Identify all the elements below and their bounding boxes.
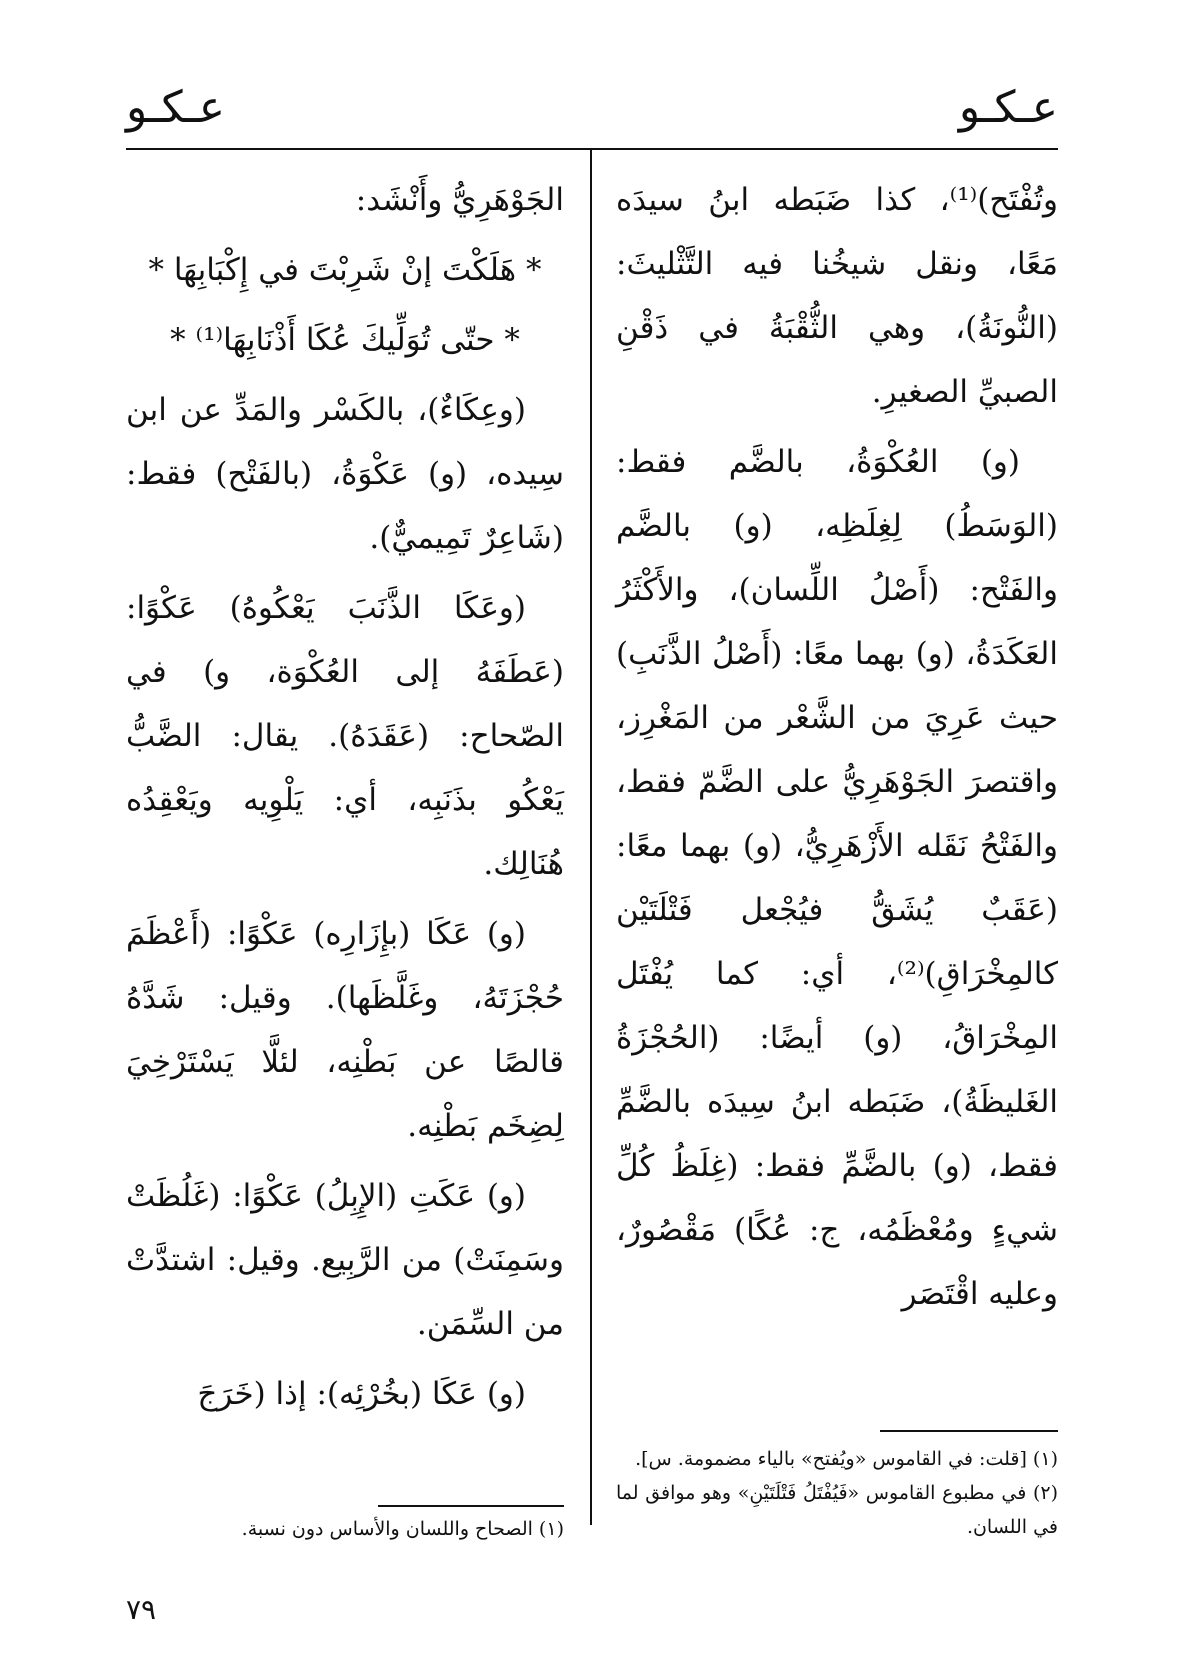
left-paragraph: (و) عَكَا (بإِزَارِه) عَكْوًا: (أَعْظَمَ حُجْزَتَهُ، وغَلَّظَها). وقيل: شَدَّهُ قالصًا عن بَطْنِه، لئلَّا يَسْتَرْخِيَ لِضِخَم بَطْنِه. [126,916,564,1144]
header-rule [126,148,1058,150]
right-column [616,168,1058,1326]
footnotes-right [616,1442,1058,1544]
running-header [126,78,1058,138]
footnotes-left [126,1512,564,1546]
left-column [126,168,564,1426]
right-paragraph: (و) العُكْوَةُ، بالضَّم فقط: (الوَسَطُ) لِغِلَظِه، (و) بالضَّم والفَتْح: (أَصْلُ اللِّسان)، والأَكْثَرُ العَكَدَةُ، (و) بهما معًا: (أَصْلُ الذَّنَبِ) حيث عَرِيَ من الشَّعْر من المَغْرِز، واقتصرَ الجَوْهَرِيُّ على الضَّمّ فقط، والفَتْحُ نَقَله الأَزْهَرِيُّ، (و) بهما معًا: (عَقَبٌ يُشَقُّ فيُجْعل فَتْلَتَيْن كالمِخْرَاقِ)⁽²⁾، أي: كما يُفْتَل المِخْرَاقُ، (و) أيضًا: (الحُجْزَةُ الغَليظَةُ)، ضَبَطه ابنُ سِيدَه بالضَّمِّ فقط، (و) بالضَّمِّ فقط: (غِلَظُ كُلِّ شيءٍ ومُعْظَمُه، ج: عُكًا) مَقْصُورٌ، وعليه اقْتَصَر [616,444,1058,1312]
verse-intro: الجَوْهَرِيُّ وأَنْشَد: [355,182,564,218]
column-divider [590,150,592,1525]
footnote: (١) [قلت: في القاموس «ويُفتح» بالياء مضمومة. س]. [635,1448,1058,1470]
verse-line: * هَلَكْتَ إنْ شَرِبْتَ في إِكْبَابِهَا * [148,252,542,288]
left-paragraph: (و) عَكَتِ (الإِبِلُ) عَكْوًا: (غَلُظَتْ وسَمِنَتْ) من الرَّبِيع. وقيل: اشتدَّتْ من السِّمَن. [126,1178,564,1342]
footnote-rule-right [880,1430,1058,1432]
page-number: ٧٩ [126,1593,157,1626]
right-paragraph: وتُفْتَح)⁽¹⁾، كذا ضَبَطه ابنُ سيدَه مَعًا، ونقل شيخُنا فيه التَّثْليثَ: (النُّونَةُ)، وهي الثُّقْبَةُ في ذَقْنِ الصبيِّ الصغيرِ. [616,182,1058,410]
left-paragraph: (و) عَكَا (بخُرْئِه): إذا (خَرَجَ [197,1376,526,1412]
footnote: (٢) في مطبوع القاموس «فَيُفْتَلُ فَتْلَتَيْنِ» وهو موافق لما في اللسان. [616,1482,1058,1538]
running-headword-right: عـكـو [958,82,1058,133]
verse-line: * حتّى تُوَلِّيكَ عُكَا أَذْنَابِهَا⁽¹⁾ * [170,322,520,358]
left-paragraph: (وعِكَاءٌ)، بالكَسْر والمَدِّ عن ابن سِيده، (و) عَكْوَةُ، (بالفَتْح) فقط: (شَاعِرٌ تَمِيميٌّ). [126,392,564,556]
left-paragraph: (وعَكَا الذَّنَبَ يَعْكُوهُ) عَكْوًا: (عَطَفَهُ إلى العُكْوَة، و) في الصّحاح: (عَقَدَهُ). يقال: الضَّبُّ يَعْكُو بذَنَبِه، أي: يَلْوِيه ويَعْقِدُه هُنَالِك. [126,590,564,882]
running-headword-left: عـكـو [126,82,226,133]
footnote-rule-left [378,1505,564,1507]
footnote: (١) الصحاح واللسان والأساس دون نسبة. [241,1518,564,1540]
